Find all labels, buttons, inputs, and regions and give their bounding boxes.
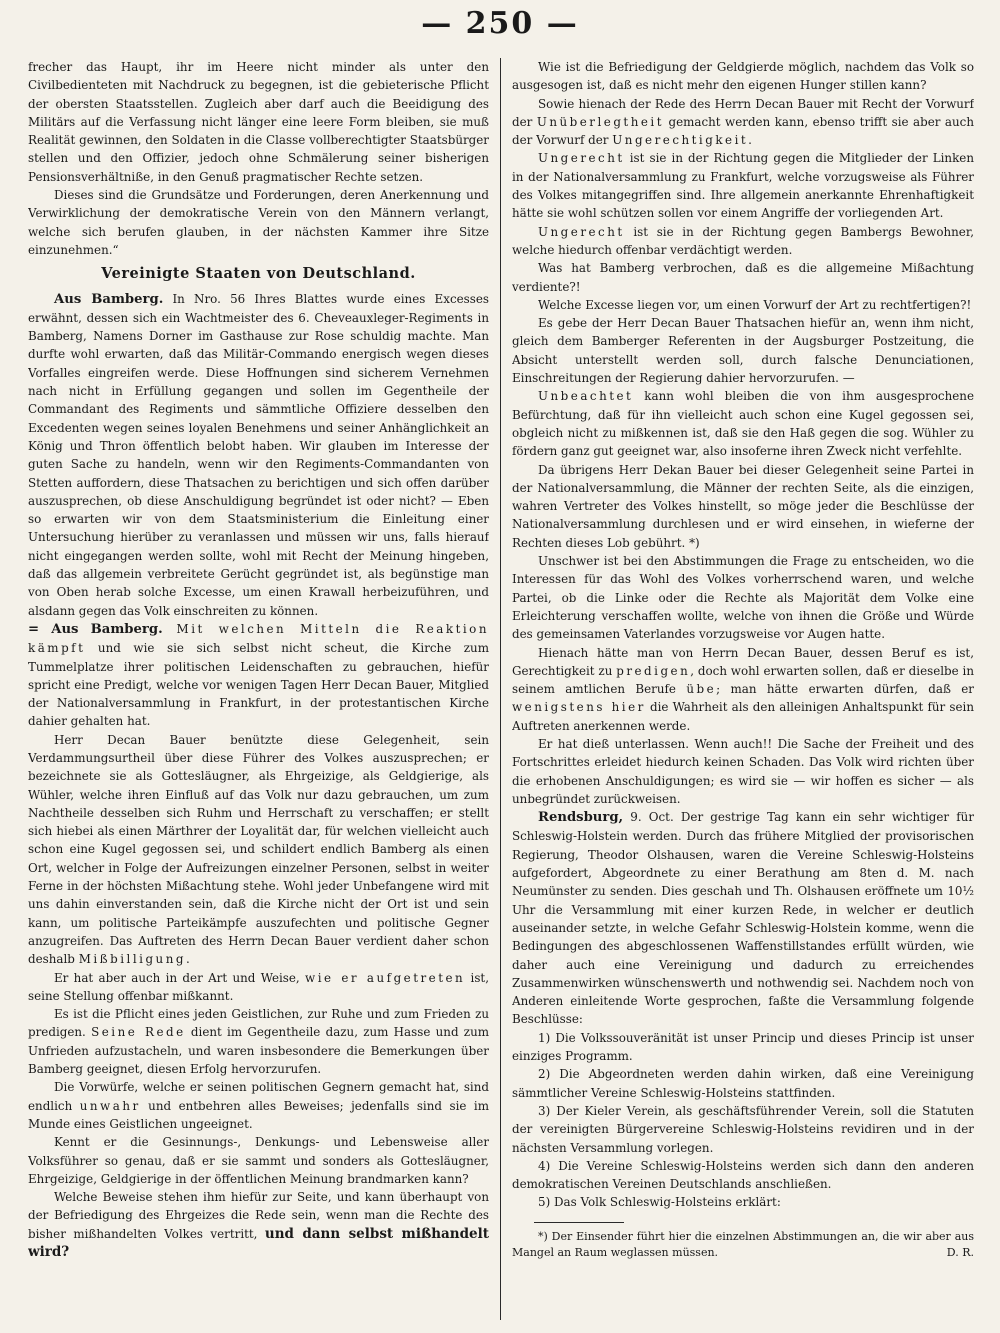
paragraph: Kennt er die Gesinnungs-, Denkungs- und Lebensweise aller Volksführer so genau, daß er sie sammt und sonders als Gottesläugner, Ehrgeizige, Geldgierige in der öffentlichen Meinung brandmarken kann? [28,1135,489,1186]
paragraph [512,149,974,222]
paragraph: frecher das Haupt, ihr im Heere nicht minder als unter den Civilbedienteten mit Nachdruck zu begegnen, ist die gebieterische Pflicht der obersten Staatsstellen. Zugleich aber darf auch die Beeidigung des Militärs auf die Verfassung nicht länger eine leere Form bleiben, sie muß Realität gewinnen, den Soldaten in die Classe vollberechtigter Staatsbürger stellen und den Offizier, jedoch ohne Schmälerung seiner bisherigen Pensionsverhältniße, in den Genuß pragmatischer Rechte setzen. [28,60,489,184]
spaced-text: wenigstens hier [512,700,646,715]
resolution-item: 5) Das Volk Schleswig-Holsteins erklärt: [538,1195,781,1210]
spaced-text: übe [686,682,717,697]
paragraph: Dieses sind die Grundsätze und Forderungen, deren Anerkennung und Verwirklichung der demokratische Verein von den Männern verlangt, welche sich berufen glauben, in der nächsten Kammer ihre Sitze einzunehmen.“ [28,188,489,257]
paragraph-text: die Wahrheit als den alleinigen Anhaltspunkt für sein Auftreten anerkennen werde. [512,700,974,733]
spaced-text: Ungerechtigkeit. [612,133,755,148]
paragraph-text: Die Vorwürfe, welche er seinen politischen Gegnern gemacht hat, sind endlich [28,1080,489,1113]
paragraph: Da übrigens Herr Dekan Bauer bei dieser Gelegenheit seine Partei in der Nationalversammlung, die Männer der rechten Seite, als die einzigen, wahren Vertreter des Volkes hinstellt, so möge jeder die Beschlüsse der Nationalversammlung durchlesen und er wird einsehen, in wieferne der Rechten dieses Lob gebührt. *) [512,462,974,550]
paragraph-text: Sowie hienach der Rede des Herrn Decan Bauer mit Recht der Vorwurf der [512,96,974,129]
paragraph-text: Hienach hätte man von Herrn Decan Bauer, dessen Beruf es ist, Gerechtigkeit zu [512,645,974,678]
spaced-text: Seine Rede [91,1025,186,1040]
paragraph-text: Herr Decan Bauer benützte diese Gelegenheit, sein Verdammungsurtheil über diese Führer des Volkes auszusprechen; er bezeichnete sie als Gottesläugner, als Ehrgeizige, als Geldgierige, als Wühler, welche ihren Einfluß auf das Volk nur dazu gebrauchen, um zum Nachtheile desselben sich Ruhm und Herrschaft zu verschaffen; er stellt sich hiebei als einen Märthrer der Loyalität dar, für welchen vielleicht auch schon eine Kugel gegossen sei, und schildert endlich Bamberg als einen Ort, welcher in Folge der Aufreizungen einzelner Personen, selbst in weiter Ferne in der höchsten Mißachtung stehe. Wohl jeder Unbefangene wird mit uns dahin einverstanden sein, daß die Kirche nicht der Ort ist und sein kann, um politische Parteikämpfe auszufechten und politische Gegner anzugreifen. Das Auftreten des Herrn Decan Bauer verdient daher schon deshalb [28,732,489,967]
article-rendsburg [512,808,974,1029]
resolution-item: 3) Der Kieler Verein, als geschäftsführender Verein, soll die Statuten der vereinigten Bürgervereine Schleswig-Holsteins revidiren und in der nächsten Versammlung vorlegen. [512,1103,974,1155]
footnote-rule [534,1222,624,1223]
paragraph-text: ist sie in der Richtung gegen Bambergs Bewohner, welche hiedurch offenbar verdächtigt werden. [512,224,974,257]
paragraph-text: kann wohl bleiben die von ihm ausgesprochene Befürchtung, daß für ihn vielleicht auch schon eine Kugel gegossen sei, obgleich nicht zu mißkennen ist, daß sie den Haß gegen die sog. Wühler zu fördern ganz gut geeignet war, also insoferne ihren Zweck nicht verfehlte. [512,389,974,459]
section-heading: Vereinigte Staaten von Deutschland. [101,265,416,283]
emphasis-text: und dann selbst mißhandelt wird? [28,1225,489,1260]
paragraph [28,731,489,969]
paragraph [28,969,489,1006]
left-column [28,58,489,1320]
spaced-text: wie er aufgetreten [305,970,466,985]
paragraph [512,95,974,150]
paragraph-text: ist, seine Stellung offenbar mißkannt. [28,970,489,1003]
footnote-signature: D. R. [946,1245,974,1259]
spaced-text: unwahr [79,1098,141,1113]
paragraph-text: Welche Beweise stehen ihm hiefür zur Seite, und kann überhaupt von der Befriedigung des Ehrgeizes die Rede sein, wenn man die Rechte des bisher mißhandelten Volkes vertritt, [28,1190,489,1241]
dateline: = Aus Bamberg. [28,621,163,637]
paragraph-text: In Nro. 56 Ihres Blattes wurde eines Excesses erwähnt, dessen sich ein Wachtmeister des 6. Cheveauxleger-Regiments in Bamberg, Namens Dorner im Gasthause zur Rose schuldig machte. Man durfte wohl erwarten, daß das Militär-Commando energisch wegen dieses Vorfalles eingreifen werde. Diese Hoffnungen sind sicherem Vernehmen nach nicht in Erfüllung gegangen und sollen im Gegentheile der Commandant des Regiments und sämmtliche Offiziere desselben den Excedenten wegen seines loyalen Benehmens und seiner Anhänglichkeit an König und Thron öffentlich belobt haben. Wir glauben im Interesse der guten Sache zu handeln, wenn wir den Regiments-Commandanten von Stetten auffordern, diese Thatsachen zu berichtigen und sich offen darüber auszusprechen, ob diese Anschuldigung begründet ist oder nicht? — Eben so erwarten wir von dem Staatsministerium die Einleitung einer Untersuchung hierüber zu veranlassen und müssen wir uns, falls hierauf nicht eingegangen werden sollte, wohl mit Recht der Meinung hingeben, daß das allgemein verbreitete Gerücht gegründet ist, als begünstige man von Oben herab solche Excesse, um einen Krawall herbeizuführen, und alsdann gegen das Volk einschreiten zu können. [28,291,489,618]
paragraph [512,387,974,460]
paragraph: Wie ist die Befriedigung der Geldgierde möglich, nachdem das Volk so ausgesogen ist, daß es nicht mehr den eigenen Hunger stillen kann? [512,60,974,93]
paragraph: Er hat dieß unterlassen. Wenn auch!! Die Sache der Freiheit und des Fortschrittes erleidet hiedurch keinen Schaden. Das Volk wird richten über die erhobenen Anschuldigungen; es wird sie — wir hoffen es sicher — als unbegründet zurückweisen. [512,736,974,806]
paragraph-text: , doch wohl erwarten sollen, daß er dieselbe in seinem amtlichen Berufe [512,663,974,697]
dateline: Rendsburg, [538,810,624,826]
paragraph-text: ist sie in der Richtung gegen die Mitglieder der Linken in der Nationalversammlung zu Frankfurt, welche vorzugsweise als Führer des Volkes mitangegriffen sind. Ihre allgemein anerkannte Ehrenhaftigkeit hätte sie wohl schützen sollen vor einem Angriffe der vorliegenden Art. [512,151,974,221]
paragraph-text: 9. Oct. Der gestrige Tag kann ein sehr wichtiger für Schleswig-Holstein werden. Durch das frühere Mitglied der provisorischen Regierung, Theodor Olshausen, waren die Vereine Schleswig-Holsteins aufgefordert, Abgeordnete zu einer Berathung am 8ten d. M. nach Neumünster zu senden. Dies geschah und Th. Olshausen eröffnete um 10½ Uhr die Versammlung mit einer kurzen Rede, in welcher er deutlich auseinander setzte, in welche Gefahr Schleswig-Holstein komme, wenn die Bedingungen des abgeschlossenen Waffenstillstandes erfüllt würden, wie daher auch eine Vereinigung und dadurch zu erreichendes Zusammenwirken wünschenswerth und nothwendig sei. Nachdem noch von Anderen einleitende Worte gesprochen, faßte die Versammlung folgende Beschlüsse: [512,810,974,1027]
paragraph [28,1188,489,1261]
spaced-text: Mißbilligung. [78,952,193,967]
right-column [512,58,974,1320]
column-divider [500,58,501,1320]
spaced-text: Mit welchen Mitteln die Reaktion kämpft [28,621,489,656]
paragraph: Es gebe der Herr Decan Bauer Thatsachen hiefür an, wenn ihm nicht, gleich dem Bamberger Referenten in der Augsburger Postzeitung, die Absicht unterstellt werden soll, durch falsche Denunciationen, Einschreitungen der Regierung dahier hervorzurufen. — [512,316,974,386]
paragraph: Welche Excesse liegen vor, um einen Vorwurf der Art zu rechtfertigen?! [538,297,972,312]
paragraph-text: gemacht werden kann, ebenso trifft sie aber auch der Vorwurf der [512,114,974,148]
resolution-item: 4) Die Vereine Schleswig-Holsteins werden sich dann den anderen demokratischen Vereinen Deutschlands anschließen. [512,1158,974,1192]
spaced-text: predigen [616,663,691,678]
spaced-text: Ungerecht [538,151,625,166]
paragraph: Was hat Bamberg verbrochen, daß es die allgemeine Mißachtung verdiente?! [512,261,974,294]
dateline: Aus Bamberg. [54,291,164,307]
paragraph [512,223,974,260]
paragraph-text: Er hat aber auch in der Art und Weise, [54,970,306,985]
resolution-item: 2) Die Abgeordneten werden dahin wirken, daß eine Vereinigung sämmtlicher Vereine Schleswig-Holsteins stattfinden. [512,1067,974,1100]
paragraph-text: und entbehren alles Beweises; jedenfalls sind sie im Munde eines Geistlichen ungeeignet. [28,1098,489,1131]
paragraph [512,644,974,735]
resolution-item: 1) Die Volkssouveränität ist unser Princip und dieses Princip ist unser einziges Programm. [512,1030,974,1064]
spaced-text: Unbeachtet [538,389,634,404]
paragraph-text: Es ist die Pflicht eines jeden Geistlichen, zur Ruhe und zum Frieden zu predigen. [28,1007,489,1040]
article-bamberg-2 [28,620,489,731]
article-bamberg-1 [28,290,489,620]
paragraph-text: ; man hätte erwarten dürfen, daß er [716,682,974,697]
footnote [512,1229,974,1261]
paragraph [28,1005,489,1078]
page-number: — 250 — [421,6,579,41]
paragraph-text: dient im Gegentheile dazu, zum Hasse und zum Unfrieden aufzustacheln, und waren insbesondere die Bemerkungen über Bamberg geeignet, diesen Erfolg hervorzurufen. [28,1025,489,1077]
footnote-text: *) Der Einsender führt hier die einzelnen Abstimmungen an, die wir aber aus Mangel an Raum weglassen müssen. [512,1229,974,1259]
spaced-text: Ungerecht [538,224,625,239]
paragraph-text: und wie sie sich selbst nicht scheut, die Kirche zum Tummelplatze ihrer politischen Leidenschaften zu gebrauchen, hiefür spricht eine Predigt, welche vor wenigen Tagen Herr Decan Bauer, Mitglied der Nationalversammlung in Frankfurt, in der protestantischen Kirche dahier gehalten hat. [28,641,489,729]
paragraph: Unschwer ist bei den Abstimmungen die Frage zu entscheiden, wo die Interessen für das Wohl des Volkes vorherrschend waren, und welche Partei, ob die Linke oder die Rechte als Majorität dem Volke eine Erleichterung verschaffen wollte, welche von ihnen die Größe und Würde des gemeinsamen Vaterlandes vorzugsweise vor Augen hatte. [512,554,974,642]
paragraph [28,1078,489,1133]
spaced-text: Unüberlegtheit [536,114,664,129]
